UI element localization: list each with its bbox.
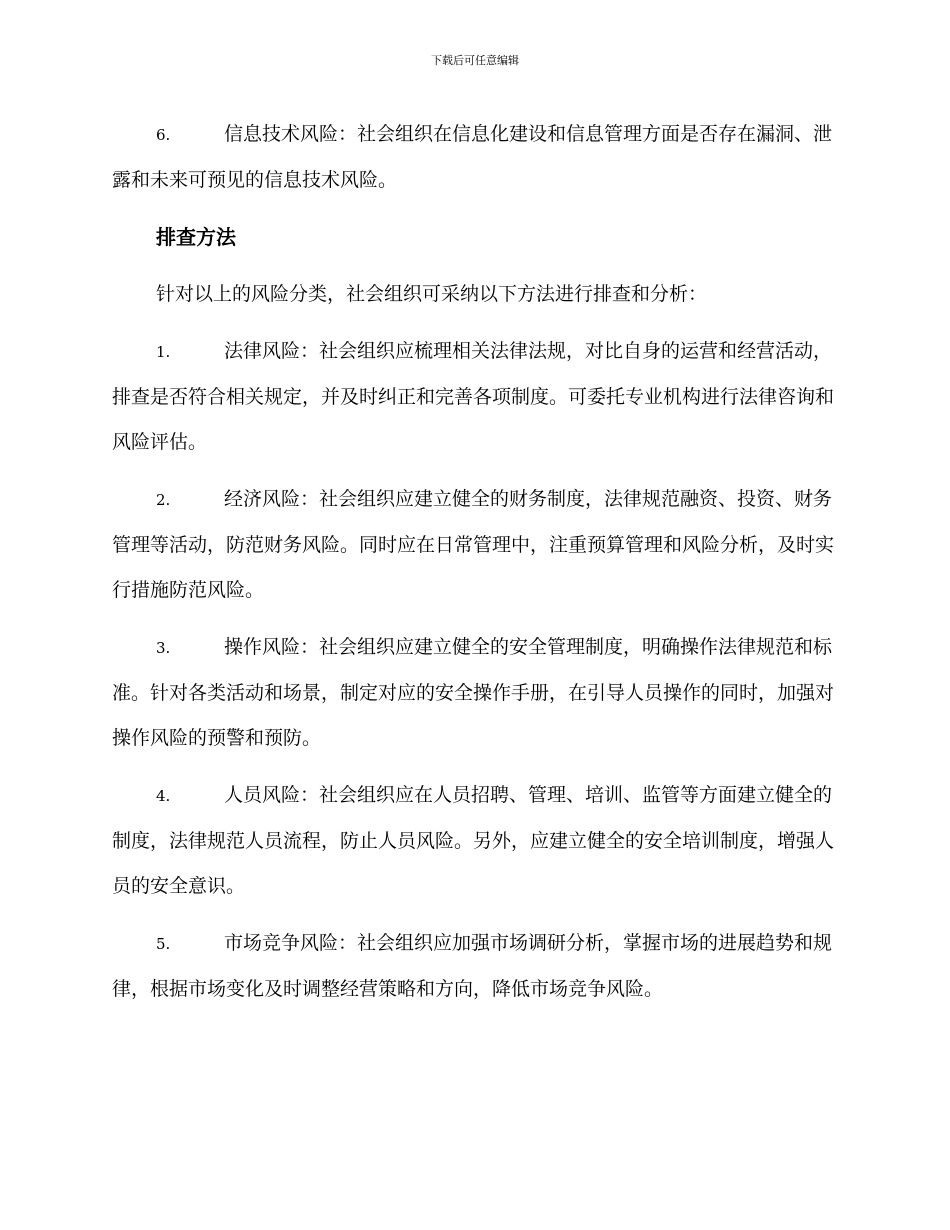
list-item-5	[112, 921, 836, 1012]
list-item-1	[112, 329, 836, 465]
list-number: 2.	[156, 491, 171, 509]
list-text: 市场竞争风险：社会组织应加强市场调研分析，掌握市场的进展趋势和规律，根据市场变化及时调整经营策略和方向，降低市场竞争风险。	[112, 932, 833, 1000]
list-number: 4.	[156, 787, 171, 805]
section-heading: 排查方法	[156, 225, 236, 249]
document-body	[112, 112, 836, 1024]
list-item-2	[112, 477, 836, 613]
list-number: 1.	[156, 343, 171, 361]
list-item-3	[112, 625, 836, 761]
page-header: 下载后可任意编辑	[431, 54, 519, 67]
list-item-4	[112, 773, 836, 909]
list-item-6	[112, 112, 836, 203]
list-text: 信息技术风险：社会组织在信息化建设和信息管理方面是否存在漏洞、泄露和未来可预见的信息技术风险。	[112, 123, 833, 191]
list-text: 人员风险：社会组织应在人员招聘、管理、培训、监管等方面建立健全的制度，法律规范人员流程，防止人员风险。另外，应建立健全的安全培训制度，增强人员的安全意识。	[112, 784, 835, 897]
list-number: 5.	[156, 935, 171, 953]
list-text: 操作风险：社会组织应建立健全的安全管理制度，明确操作法律规范和标准。针对各类活动和场景，制定对应的安全操作手册，在引导人员操作的同时，加强对操作风险的预警和预防。	[112, 636, 835, 749]
list-number: 3.	[156, 639, 171, 657]
list-text: 法律风险：社会组织应梳理相关法律法规，对比自身的运营和经营活动，排查是否符合相关规定，并及时纠正和完善各项制度。可委托专业机构进行法律咨询和风险评估。	[112, 340, 835, 453]
list-number: 6.	[156, 126, 171, 144]
intro-paragraph: 针对以上的风险分类，社会组织可采纳以下方法进行排查和分析：	[156, 283, 708, 305]
list-text: 经济风险：社会组织应建立健全的财务制度，法律规范融资、投资、财务管理等活动，防范财务风险。同时应在日常管理中，注重预算管理和风险分析，及时实行措施防范风险。	[112, 488, 835, 601]
